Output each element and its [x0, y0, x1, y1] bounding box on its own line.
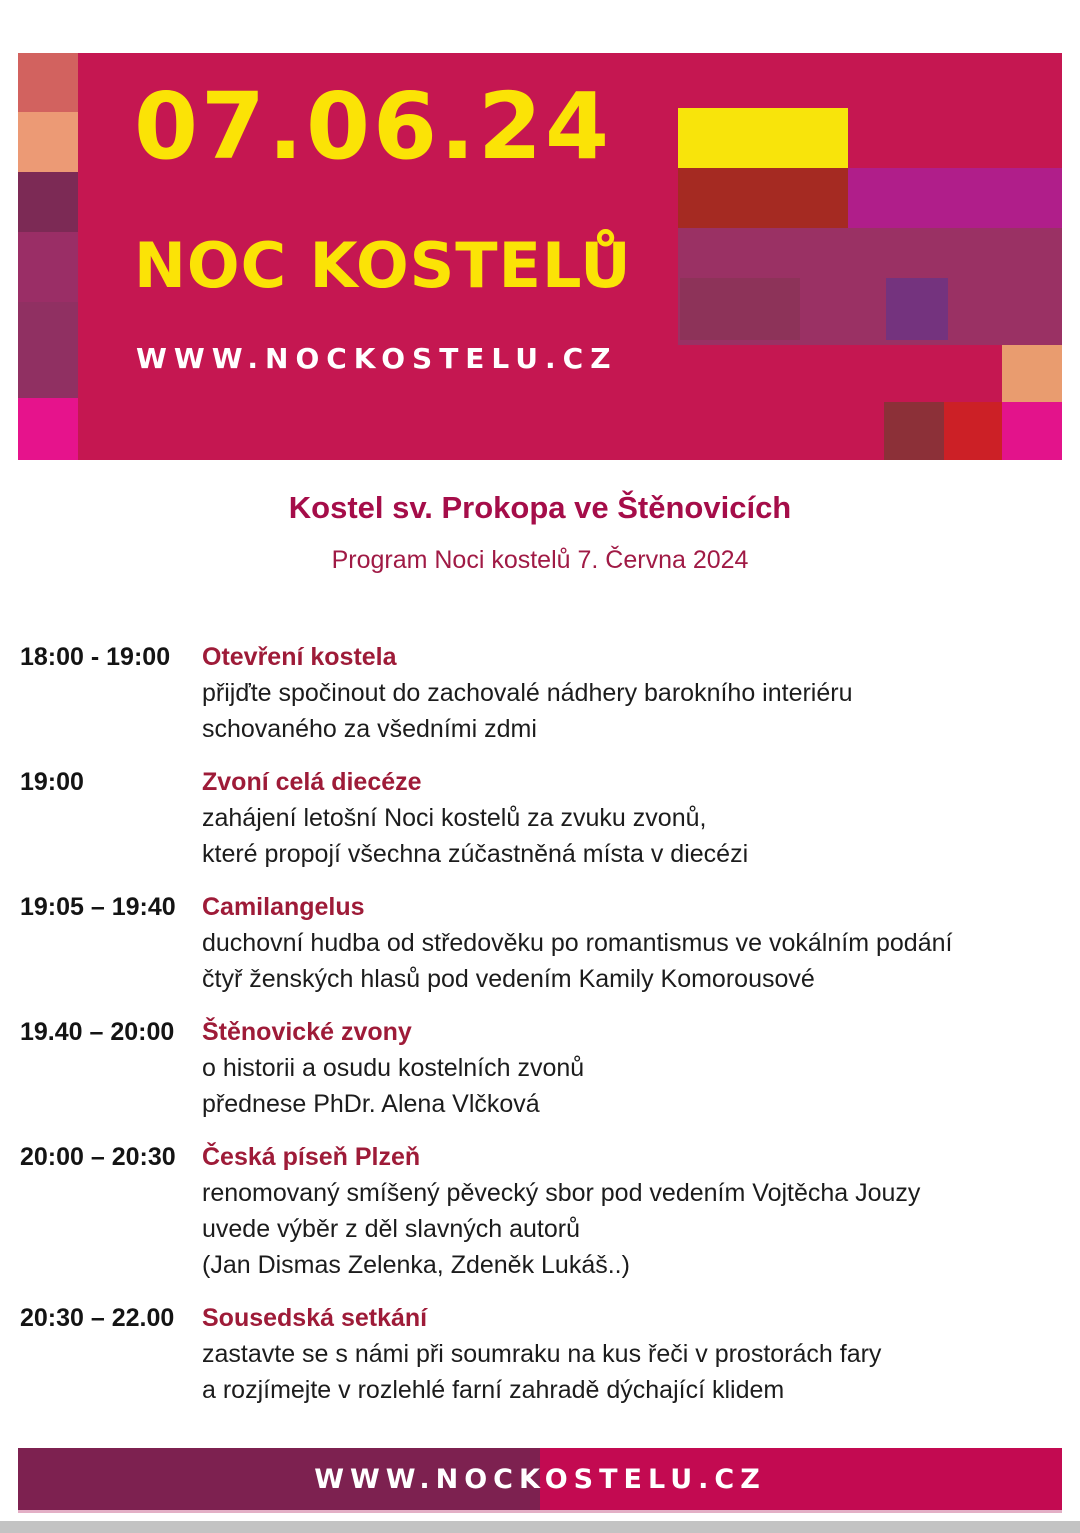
program-item-time: 19.40 – 20:00 — [20, 1018, 175, 1046]
mosaic-tile — [18, 112, 78, 172]
mosaic-tile — [1002, 402, 1062, 460]
program-item — [20, 764, 1060, 872]
mosaic-tile — [18, 53, 78, 112]
program-item-title: Sousedská setkání — [202, 1304, 428, 1332]
mosaic-tile — [678, 108, 848, 168]
mosaic-tile — [886, 278, 948, 340]
program-item-line: duchovní hudba od středověku po romantismus ve vokálním podání — [202, 929, 953, 957]
banner-url: WWW.NOCKOSTELU.CZ — [136, 342, 618, 375]
mosaic-tile — [944, 402, 1002, 460]
program-item-line: uvede výběr z děl slavných autorů — [202, 1215, 580, 1243]
program-item-body — [202, 1300, 1060, 1408]
program-item-time: 19:05 – 19:40 — [20, 893, 176, 921]
program-item — [20, 639, 1060, 747]
program-item-title: Zvoní celá diecéze — [202, 768, 422, 796]
mosaic-tile — [18, 172, 78, 232]
program-item-line: renomovaný smíšený pěvecký sbor pod vedením Vojtěcha Jouzy — [202, 1179, 921, 1207]
mosaic-tile — [884, 402, 944, 460]
program-item-body — [202, 1139, 1060, 1283]
program-item-line: (Jan Dismas Zelenka, Zdeněk Lukáš..) — [202, 1251, 630, 1279]
program-item-body — [202, 889, 1060, 997]
program-item-time: 20:00 – 20:30 — [20, 1143, 176, 1171]
program-item-line: schovaného za všedními zdmi — [202, 715, 537, 743]
mosaic-tile — [680, 278, 800, 340]
program-item-time: 19:00 — [20, 768, 84, 796]
program-item-title: Camilangelus — [202, 893, 365, 921]
mosaic-tile — [848, 168, 1062, 228]
program-item-line: zahájení letošní Noci kostelů za zvuku zvonů, — [202, 804, 707, 832]
event-banner — [18, 53, 1062, 460]
program-item-time: 18:00 - 19:00 — [20, 643, 171, 671]
page-title: Kostel sv. Prokopa ve Štěnovicích — [288, 490, 792, 525]
program-item — [20, 1300, 1060, 1408]
program-item-body — [202, 764, 1060, 872]
footer-bar — [18, 1448, 1062, 1513]
program-item-body — [202, 1014, 1060, 1122]
program-item-line: o historii a osudu kostelních zvonů — [202, 1054, 585, 1082]
banner-event-title: NOC KOSTELŮ — [134, 229, 632, 302]
program-item — [20, 1014, 1060, 1122]
program-item-title: Štěnovické zvony — [202, 1018, 412, 1046]
program-item-title: Česká píseň Plzeň — [202, 1143, 421, 1171]
program-item-body — [202, 639, 1060, 747]
mosaic-tile — [18, 302, 78, 398]
bottom-gray-strip — [0, 1521, 1080, 1533]
banner-date: 07.06.24 — [134, 73, 612, 180]
program-item-line: čtyř ženských hlasů pod vedením Kamily Komorousové — [202, 965, 815, 993]
program-item-line: které propojí všechna zúčastněná místa v diecézi — [202, 840, 749, 868]
program-item — [20, 1139, 1060, 1283]
footer-url: WWW.NOCKOSTELU.CZ — [314, 1463, 766, 1495]
program-item-line: zastavte se s námi při soumraku na kus řeči v prostorách fary — [202, 1340, 882, 1368]
program-schedule — [0, 639, 1080, 1408]
program-item-line: a rozjímejte v rozlehlé farní zahradě dýchající klidem — [202, 1376, 785, 1404]
program-item — [20, 889, 1060, 997]
page-subtitle: Program Noci kostelů 7. Června 2024 — [331, 546, 749, 574]
mosaic-tile — [1002, 345, 1062, 402]
program-item-line: přijďte spočinout do zachovalé nádhery barokního interiéru — [202, 679, 853, 707]
program-item-time: 20:30 – 22.00 — [20, 1304, 175, 1332]
program-item-title: Otevření kostela — [202, 643, 397, 671]
mosaic-tile — [18, 398, 78, 460]
mosaic-tile — [678, 168, 848, 228]
mosaic-tile — [18, 232, 78, 302]
program-item-line: přednese PhDr. Alena Vlčková — [202, 1090, 540, 1118]
